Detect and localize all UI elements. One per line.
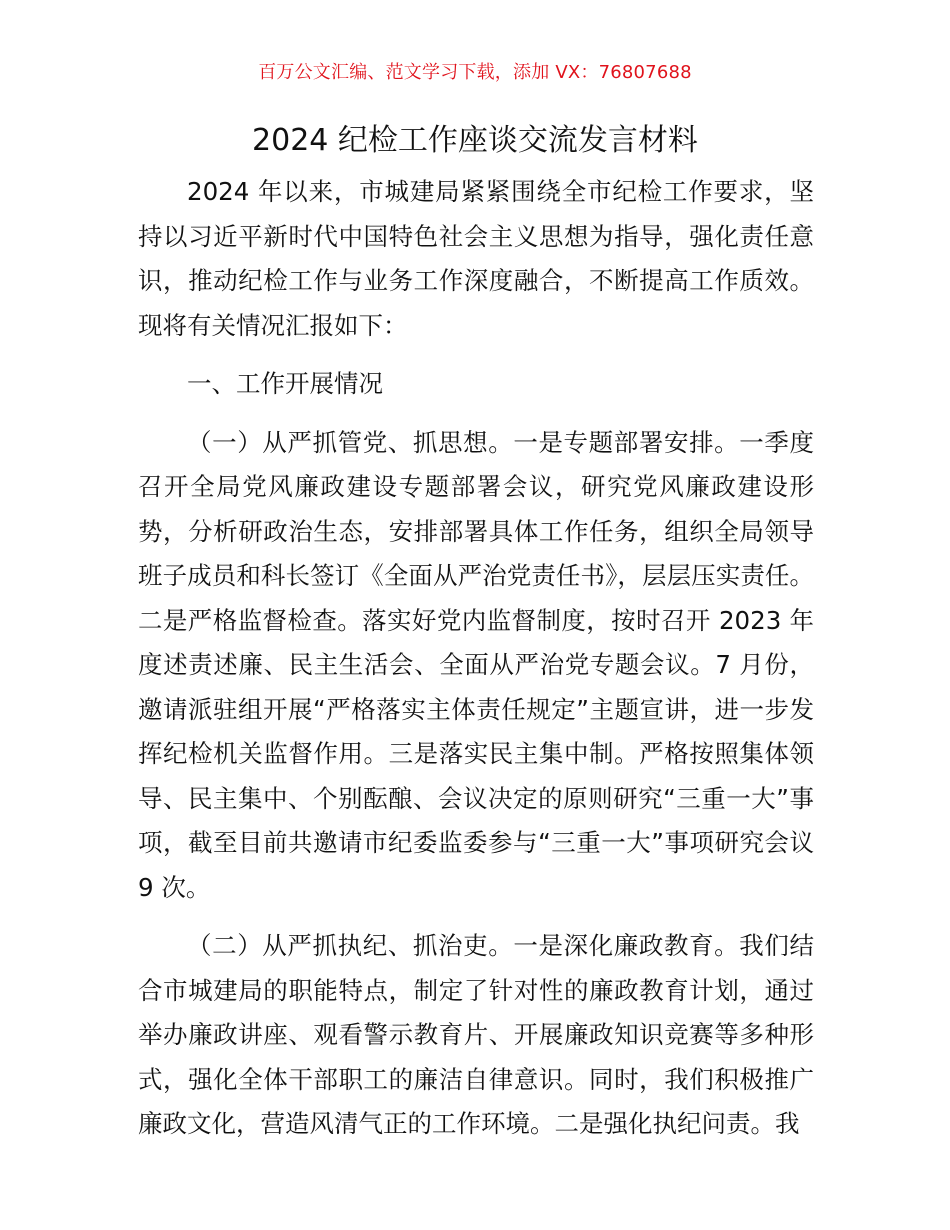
intro-paragraph: 2024 年以来，市城建局紧紧围绕全市纪检工作要求，坚持以习近平新时代中国特色社会主义思想为指导，强化责任意识，推动纪检工作与业务工作深度融合，不断提高工作质效。现将有关情况汇报如下：: [138, 177, 814, 340]
body-paragraph: （二）从严抓执纪、抓治吏。一是深化廉政教育。我们结合市城建局的职能特点，制定了针对性的廉政教育计划，通过举办廉政讲座、观看警示教育片、开展廉政知识竞赛等多种形式，强化全体干部职工的廉洁自律意识。同时，我们积极推广廉政文化，营造风清气正的工作环境。二是强化执纪问责。我: [138, 931, 814, 1138]
document-title: 2024 纪检工作座谈交流发言材料: [252, 123, 698, 158]
watermark-header: 百万公文汇编、范文学习下载，添加 VX：76807688: [258, 62, 692, 83]
body-paragraph: （一）从严抓管党、抓思想。一是专题部署安排。一季度召开全局党风廉政建设专题部署会议，研究党风廉政建设形势，分析研政治生态，安排部署具体工作任务，组织全局领导班子成员和科长签订《全面从严治党责任书》，层层压实责任。二是严格监督检查。落实好党内监督制度，按时召开 2023 年度述责述廉、民主生活会、全面从严治党专题会议。7 月份，邀请派驻组开展“严格落实主体责任规定”主题宣讲，进一步发挥纪检机关监督作用。三是落实民主集中制。严格按照集体领导、民主集中、个别酝酿、会议决定的原则研究“三重一大”事项，截至目前共邀请市纪委监委参与“三重一大”事项研究会议 9 次。: [138, 427, 814, 902]
section-heading: 一、工作开展情况: [187, 369, 383, 398]
document-body: [138, 170, 814, 1147]
